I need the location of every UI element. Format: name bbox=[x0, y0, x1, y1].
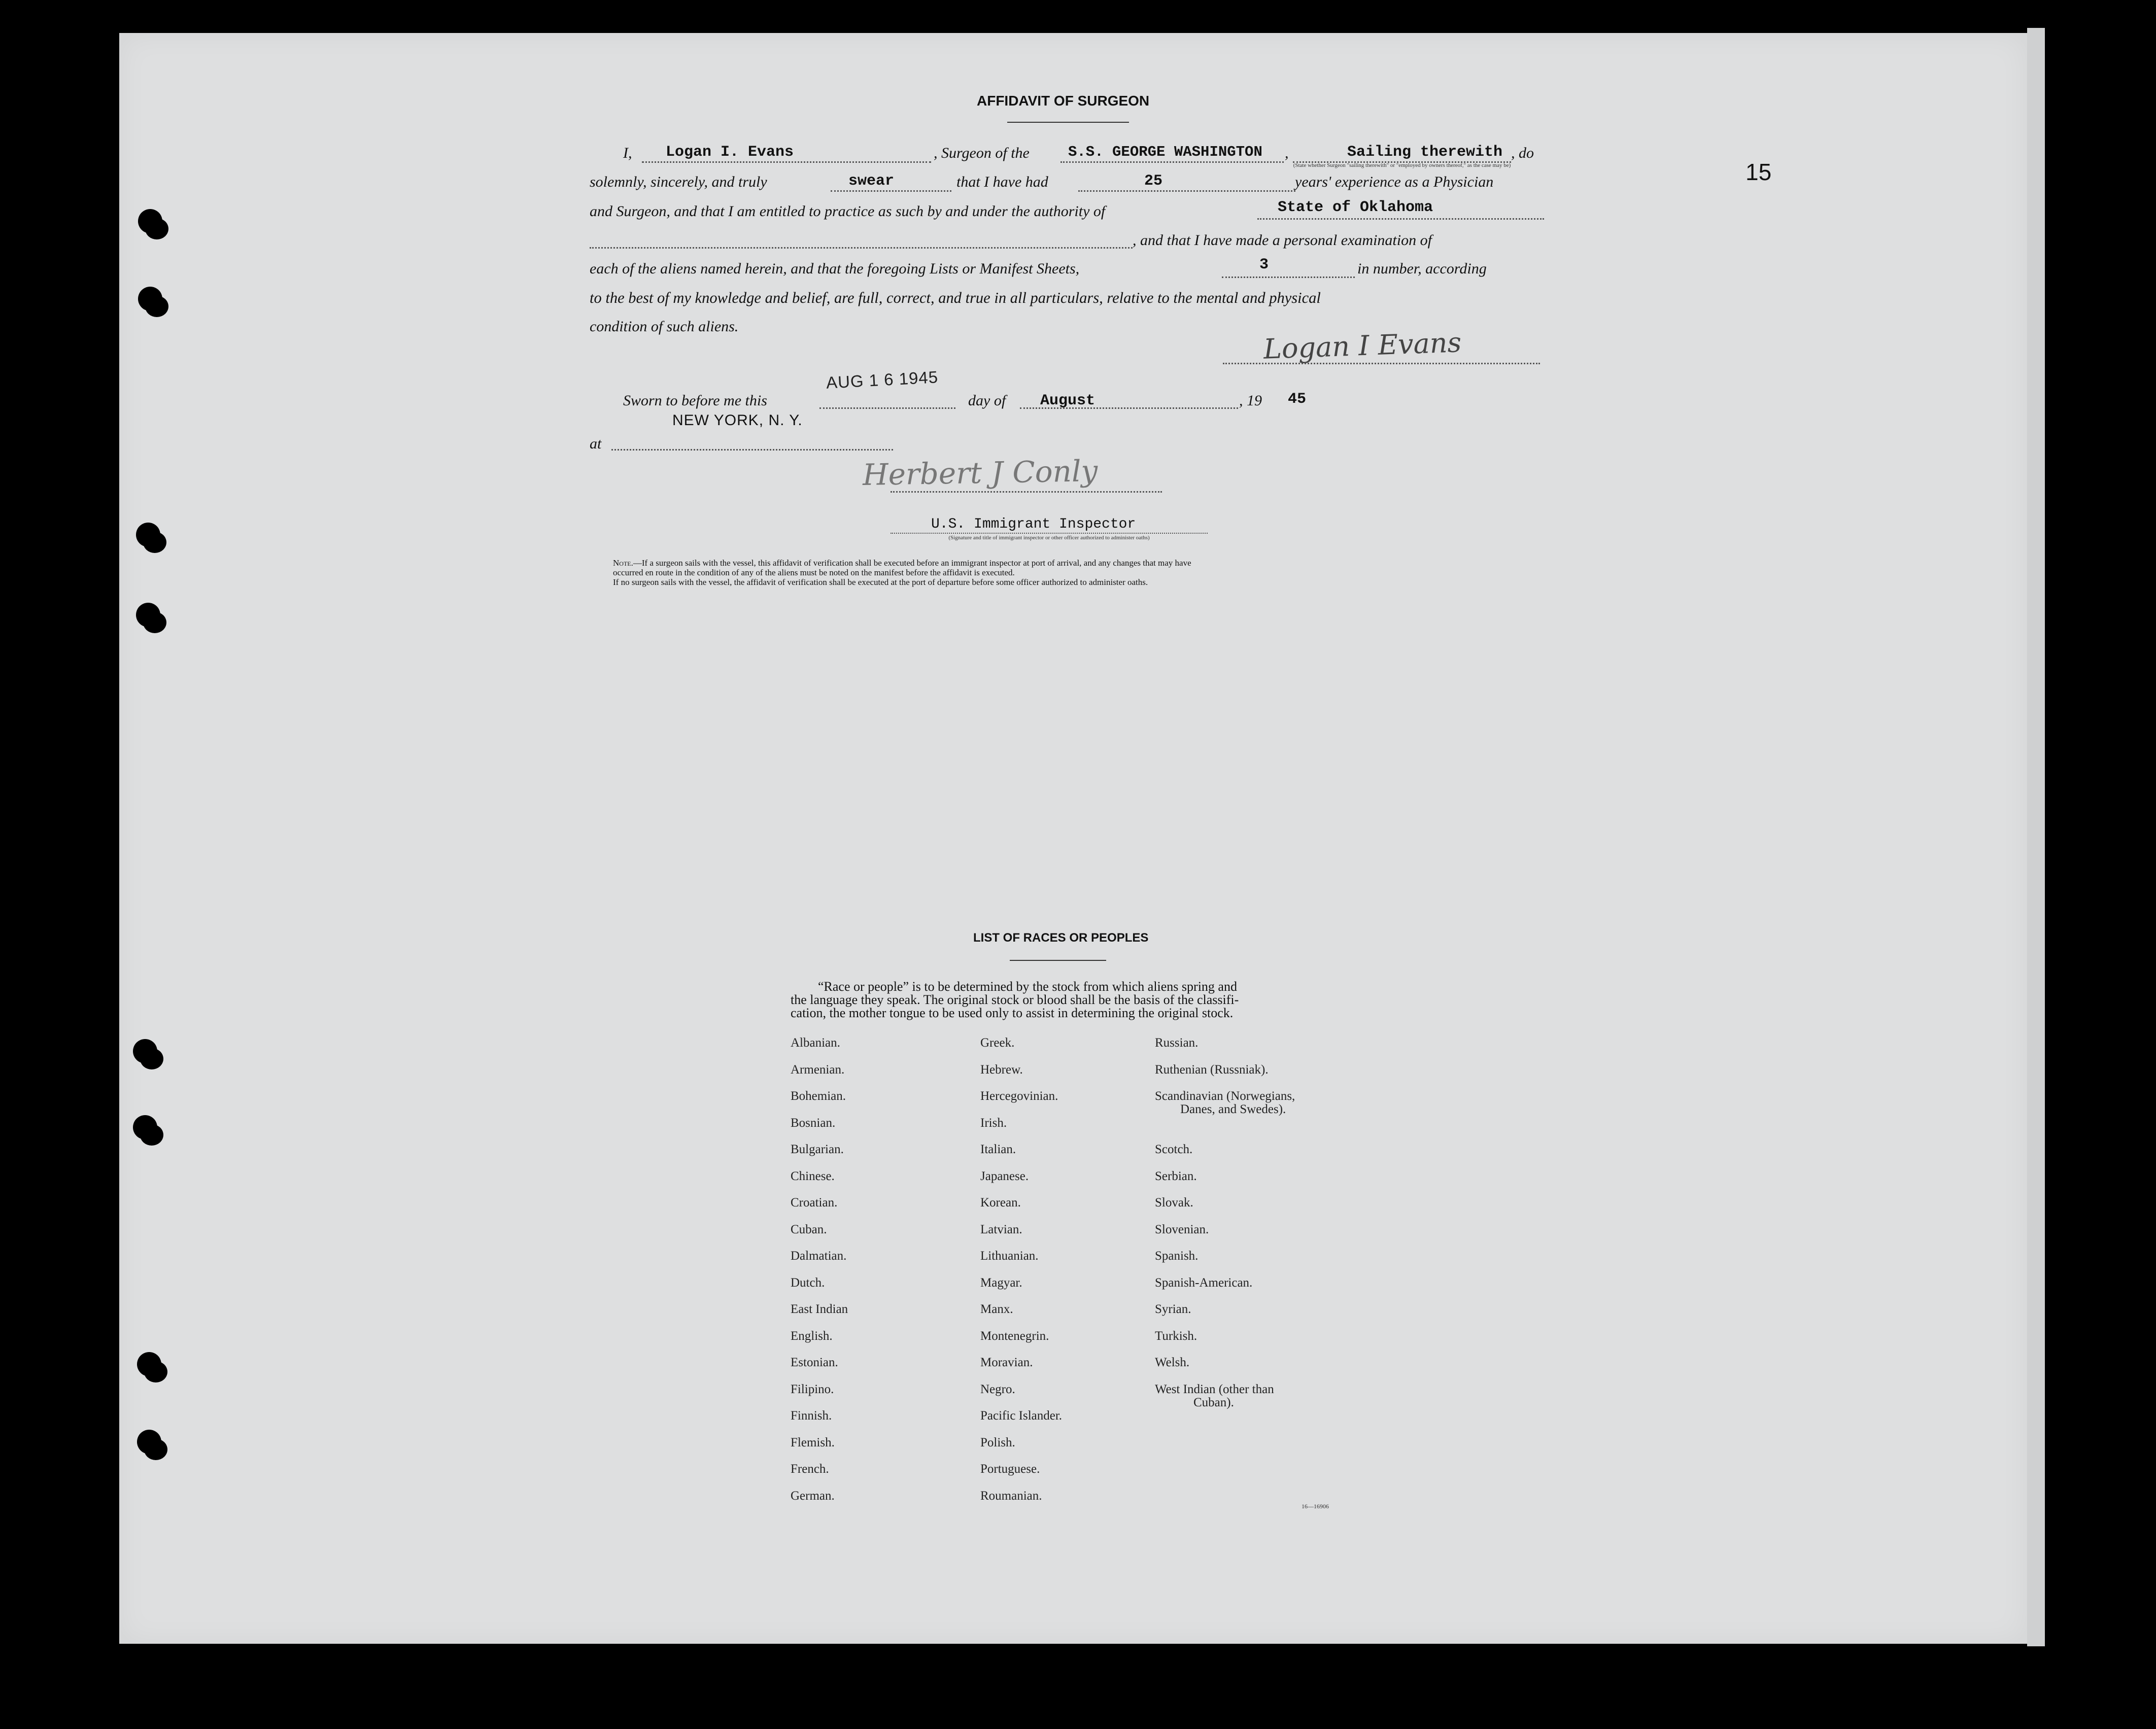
race-item: Armenian. bbox=[791, 1062, 845, 1077]
race-item: Filipino. bbox=[791, 1382, 834, 1396]
race-item: Estonian. bbox=[791, 1356, 838, 1369]
oath-word: swear bbox=[848, 172, 895, 190]
affidavit-line-1-end: , do bbox=[1511, 145, 1534, 161]
note-line-2: occurred en route in the condition of any of the aliens must be noted on the manifest before the affidavit is executed. bbox=[613, 568, 1015, 577]
year-suffix: 45 bbox=[1288, 391, 1307, 408]
sworn-label: Sworn to before me this bbox=[623, 392, 767, 409]
race-item: English. bbox=[791, 1329, 833, 1343]
title-underline bbox=[1007, 122, 1129, 123]
years-field-line bbox=[1078, 190, 1295, 192]
races-intro-line-1: “Race or people” is to be determined by the stock from which aliens spring and bbox=[818, 979, 1237, 994]
race-item: Bosnian. bbox=[791, 1116, 836, 1130]
page-edge bbox=[2027, 28, 2045, 1646]
punch-hole bbox=[133, 1039, 157, 1063]
race-item: Negro. bbox=[980, 1382, 1015, 1396]
punch-hole bbox=[137, 1352, 161, 1376]
race-item: Slovak. bbox=[1155, 1196, 1193, 1209]
race-item: Montenegrin. bbox=[980, 1329, 1049, 1343]
sworn-month: August bbox=[1040, 392, 1096, 409]
affidavit-line-1-start: I, bbox=[623, 145, 632, 161]
form-number: 16—16906 bbox=[1302, 1503, 1329, 1510]
ship-field-line bbox=[1060, 161, 1284, 163]
affidavit-line-2-end: years' experience as a Physician bbox=[1295, 174, 1494, 190]
race-item: Irish. bbox=[980, 1116, 1007, 1130]
affidavit-line-1-mid: , Surgeon of the bbox=[934, 145, 1030, 161]
race-item: Spanish. bbox=[1155, 1249, 1199, 1263]
race-item: Dutch. bbox=[791, 1275, 825, 1290]
race-item: Portuguese. bbox=[980, 1462, 1040, 1476]
race-item: Chinese. bbox=[791, 1169, 835, 1183]
surgeon-name: Logan I. Evans bbox=[666, 144, 794, 161]
ship-name: S.S. GEORGE WASHINGTON bbox=[1068, 144, 1262, 160]
punch-hole bbox=[136, 523, 160, 547]
authority-field-line bbox=[1257, 218, 1544, 220]
races-column-3-top bbox=[1155, 1036, 1295, 1130]
race-item: German. bbox=[791, 1489, 835, 1503]
races-title: LIST OF RACES OR PEOPLES bbox=[973, 931, 1149, 945]
surgeon-signature-line bbox=[1223, 363, 1540, 364]
race-item: Scandinavian (Norwegians, bbox=[1155, 1089, 1295, 1103]
race-item: French. bbox=[791, 1462, 829, 1476]
inspector-title: U.S. Immigrant Inspector bbox=[931, 516, 1136, 532]
race-item: Hercegovinian. bbox=[980, 1089, 1058, 1103]
race-item: Ruthenian (Russniak). bbox=[1155, 1062, 1269, 1077]
races-title-underline bbox=[1010, 960, 1106, 961]
affidavit-line-5-end: in number, according bbox=[1357, 260, 1487, 277]
affidavit-line-6: to the best of my knowledge and belief, are full, correct, and true in all particulars, relative to the mental and physical bbox=[590, 289, 1321, 306]
races-intro-line-3: cation, the mother tongue to be used only to assist in determining the original stock. bbox=[791, 1006, 1234, 1020]
punch-hole bbox=[136, 603, 160, 627]
sailing-status: Sailing therewith bbox=[1347, 144, 1503, 161]
affidavit-line-3: and Surgeon, and that I am entitled to practice as such by and under the authority of bbox=[590, 203, 1106, 220]
race-item: Cuban). bbox=[1193, 1395, 1234, 1409]
location-stamp: NEW YORK, N. Y. bbox=[672, 412, 803, 429]
sheets-field-line bbox=[1222, 276, 1355, 278]
race-item: Polish. bbox=[980, 1435, 1015, 1449]
race-item: Bulgarian. bbox=[791, 1143, 844, 1156]
affidavit-line-2-mid: that I have had bbox=[956, 174, 1048, 190]
race-item: Bohemian. bbox=[791, 1089, 846, 1103]
year-prefix: , 19 bbox=[1239, 392, 1262, 409]
race-item: West Indian (other than bbox=[1155, 1382, 1274, 1396]
race-item: Finnish. bbox=[791, 1409, 832, 1423]
race-item: Slovenian. bbox=[1155, 1222, 1209, 1236]
sworn-date-stamp: AUG 1 6 1945 bbox=[826, 367, 939, 392]
race-item: Dalmatian. bbox=[791, 1249, 847, 1263]
race-item: East Indian bbox=[791, 1302, 848, 1316]
affidavit-title: AFFIDAVIT OF SURGEON bbox=[977, 93, 1150, 109]
race-item: Roumanian. bbox=[980, 1489, 1042, 1503]
race-item: Danes, and Swedes). bbox=[1180, 1102, 1286, 1116]
race-item: Magyar. bbox=[980, 1275, 1022, 1290]
race-item: Japanese. bbox=[980, 1169, 1029, 1183]
manifest-sheets-count: 3 bbox=[1259, 256, 1269, 273]
race-item: Korean. bbox=[980, 1196, 1021, 1209]
at-label: at bbox=[590, 435, 602, 452]
race-item: Welsh. bbox=[1155, 1356, 1190, 1369]
inspector-title-hint: (Signature and title of immigrant inspector or other officer authorized to administer oaths) bbox=[948, 535, 1150, 541]
race-item: Scotch. bbox=[1155, 1143, 1193, 1156]
inspector-title-line bbox=[891, 533, 1208, 534]
name-field-line bbox=[642, 161, 931, 163]
authority-continued-line bbox=[590, 247, 1133, 249]
note-line-1 bbox=[613, 558, 1191, 568]
affidavit-line-4: , and that I have made a personal examination of bbox=[1133, 232, 1432, 249]
inspector-signature: Herbert J Conly bbox=[862, 453, 1098, 493]
affidavit-line-7: condition of such aliens. bbox=[590, 318, 739, 335]
sailing-status-hint: (State whether Surgeon "sailing therewith" or "employed by owners thereof," as the case may be) bbox=[1293, 162, 1511, 168]
races-column-1 bbox=[791, 1036, 848, 1516]
punch-hole bbox=[133, 1115, 157, 1139]
race-item: Pacific Islander. bbox=[980, 1409, 1063, 1423]
race-item: Croatian. bbox=[791, 1196, 838, 1209]
licensing-authority: State of Oklahoma bbox=[1278, 199, 1433, 216]
note-text-1: —If a surgeon sails with the vessel, this affidavit of verification shall be executed before an immigrant inspector at port of arrival, and any changes that may have bbox=[633, 558, 1191, 568]
race-item: Italian. bbox=[980, 1143, 1016, 1156]
note-label: Note. bbox=[613, 558, 633, 568]
location-field-line bbox=[611, 449, 893, 451]
race-item: Turkish. bbox=[1155, 1329, 1197, 1343]
day-of-label: day of bbox=[968, 392, 1006, 409]
race-item: Serbian. bbox=[1155, 1169, 1197, 1183]
races-column-3-bottom bbox=[1155, 1143, 1274, 1423]
punch-hole bbox=[138, 287, 162, 311]
surgeon-signature: Logan I Evans bbox=[1263, 326, 1462, 365]
punch-hole bbox=[138, 209, 162, 233]
races-column-2 bbox=[980, 1036, 1062, 1516]
page-number: 15 bbox=[1746, 159, 1772, 185]
race-item: Spanish-American. bbox=[1155, 1275, 1253, 1290]
inspector-signature-line bbox=[891, 491, 1162, 493]
race-item: Latvian. bbox=[980, 1222, 1022, 1236]
oath-field-line bbox=[831, 190, 951, 192]
note-line-3: If no surgeon sails with the vessel, the affidavit of verification shall be executed at the port of departure before some officer authorized to administer oaths. bbox=[613, 577, 1148, 587]
race-item: Lithuanian. bbox=[980, 1249, 1039, 1263]
race-item: Cuban. bbox=[791, 1222, 827, 1236]
affidavit-line-2-start: solemnly, sincerely, and truly bbox=[590, 174, 767, 190]
years-experience: 25 bbox=[1144, 172, 1163, 190]
race-item: Russian. bbox=[1155, 1036, 1199, 1050]
race-item: Manx. bbox=[980, 1302, 1013, 1316]
race-item: Flemish. bbox=[791, 1435, 835, 1449]
race-item: Moravian. bbox=[980, 1356, 1033, 1369]
affidavit-line-1-comma: , bbox=[1285, 145, 1289, 161]
race-item: Greek. bbox=[980, 1036, 1015, 1050]
race-item: Hebrew. bbox=[980, 1062, 1023, 1077]
punch-hole bbox=[137, 1430, 161, 1454]
races-intro-line-2: the language they speak. The original stock or blood shall be the basis of the classifi- bbox=[791, 992, 1239, 1007]
day-field-line bbox=[819, 407, 955, 409]
race-item: Syrian. bbox=[1155, 1302, 1191, 1316]
affidavit-line-5-start: each of the aliens named herein, and that the foregoing Lists or Manifest Sheets, bbox=[590, 260, 1080, 277]
race-item: Albanian. bbox=[791, 1036, 840, 1050]
